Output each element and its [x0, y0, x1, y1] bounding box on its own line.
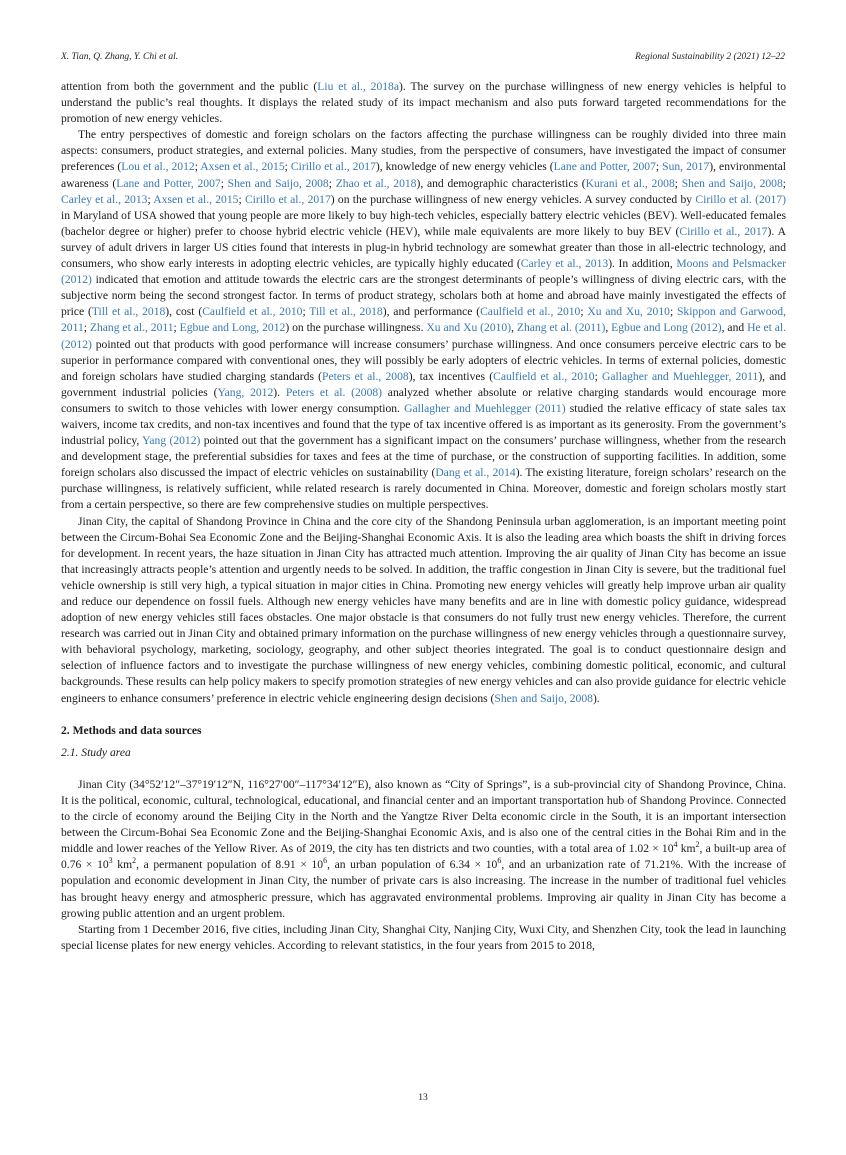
citation-link[interactable]: Yang (2012) [142, 434, 201, 448]
text-run: ; [594, 369, 603, 383]
paragraph [61, 777, 786, 922]
citation-link[interactable]: Shen and Saijo, 2008 [494, 691, 593, 705]
text-run: ) on the purchase willingness. [285, 321, 427, 335]
citation-link[interactable]: Caulfield et al., 2010 [493, 369, 595, 383]
citation-link[interactable]: Axsen et al., 2015 [153, 192, 239, 206]
citation-link[interactable]: Peters et al., 2008 [322, 369, 409, 383]
citation-link[interactable]: Yang, 2012 [217, 385, 274, 399]
citation-link[interactable]: Zhang et al., 2011 [89, 321, 174, 335]
citation-link[interactable]: Egbue and Long (2012) [611, 321, 722, 335]
citation-link[interactable]: Egbue and Long, 2012 [179, 321, 286, 335]
text-run: ; [669, 305, 677, 319]
text-run: ; [655, 160, 663, 174]
running-header [61, 52, 785, 66]
citation-link[interactable]: Shen and Saijo, 2008 [681, 176, 783, 190]
text-run: ; [782, 176, 787, 190]
citation-link[interactable]: Caulfield et al., 2010 [480, 305, 581, 319]
citation-link[interactable]: Skippon and Garwood, 2011 [61, 305, 786, 335]
citation-link[interactable]: Dang et al., 2014 [435, 466, 516, 480]
text-run: analyzed whether absolute or relative charging standards would encourage more consumers to switch to those vehicles with lower energy consumption. [61, 385, 786, 415]
text-run: ; [284, 160, 291, 174]
citation-link[interactable]: Carley et al., 2013 [520, 257, 609, 271]
text-run: ), and performance ( [382, 305, 481, 319]
page-number: 13 [418, 1093, 428, 1103]
text-run: ; [147, 192, 154, 206]
header-journal: Regional Sustainability 2 (2021) 12–22 [635, 52, 785, 62]
text-run: ; [194, 160, 201, 174]
superscript: 2 [695, 840, 700, 850]
section-heading: 2. Methods and data sources [61, 723, 202, 737]
subsection-heading: 2.1. Study area [61, 745, 131, 759]
text-run: ), environmental awareness ( [61, 160, 787, 190]
paragraph [61, 922, 786, 954]
citation-link[interactable]: Zhang et al. (2011) [516, 321, 606, 335]
superscript: 3 [108, 856, 113, 866]
citation-link[interactable]: Liu et al., 2018a [317, 80, 399, 93]
text-run: , and [721, 321, 748, 335]
text-run: , and an urbanization rate of 71.21%. With the increase of population and economic development in Jinan City, the number of private cars is also increasing. The increase in the number of traditional fuel vehicles has brought heavy energy and atmospheric pressure, which has aggravated environmental problems. Improving air quality in Jinan City has become a growing public attention and an urgent problem. [61, 858, 786, 920]
text-run: , a permanent population of 8.91 × 10 [136, 858, 324, 872]
text-run: Jinan City, the capital of Shandong Province in China and the core city of the Shandong Peninsula urban agglomeration, is an important meeting point between the Circum-Bohai Sea Economic Zone and the Beijing-Shanghai Economic Axis. It is also the leading area which boasts the shift in driving forces for development. In recent years, the haze situation in Jinan City has attracted much attention. Improving the air quality of Jinan City has become an issue that increasingly attracts people’s attention and urgently needs to be solved. In addition, the traffic congestion in Jinan City is severe, but the traditional fuel vehicle ownership is still very high, a typical situation in major cities in China. Promoting new energy vehicles will greatly help improve urban air quality and reduce our dependence on fossil fuels. Although new energy vehicles have many benefits and are in line with domestic policy guidance, widespread adoption of new energy vehicles still faces obstacles. One major obstacle is that consumers do not fully trust new energy vehicles. Therefore, the current research was carried out in Jinan City and obtained primary information on the purchase willingness of new energy vehicles through a questionnaire survey, with behavioral psychology, marketing, sociology, geography, and other subject theories integrated. The goal is to conduct questionnaire design and selection of influence factors and to investigate the purchase willingness of new energy vehicles, combining domestic political, economic, and cultural backgrounds. These results can help policy makers to specify promotion strategies of new energy vehicles and can also provide guidance for electric vehicle engineers to enhance consumers’ preference in electric vehicle engineering design decisions ( [61, 514, 786, 705]
header-authors: X. Tian, Q. Zhang, Y. Chi et al. [61, 52, 179, 62]
citation-link[interactable]: Xu and Xu, 2010 [587, 305, 670, 319]
text-run: ). [592, 691, 600, 705]
citation-link[interactable]: Cirillo et al. (2017) [695, 192, 786, 206]
text-run: , [511, 321, 517, 335]
text-run: ; [173, 321, 180, 335]
text-run: studied the relative efficacy of state sales tax waivers, income tax credits, and non-tax incentives and found that the type of tax incentive offered is as important as its generosity. From the government’s industrial policy, [61, 401, 786, 448]
text-run: ; [674, 176, 682, 190]
text-run: ), and government industrial policies ( [61, 369, 787, 399]
text-run: , [605, 321, 612, 335]
text-run: in Maryland of USA showed that young people are more likely to buy high-tech vehicles, especially battery electric vehicles (BEV). Well-educated females (bachelor degree or higher) prefer to choose hybrid electric vehicle (HEV), while male equivalents are more likely to buy BEV ( [61, 208, 786, 238]
text-run: Starting from 1 December 2016, five cities, including Jinan City, Shanghai City, Nanjing City, Wuxi City, and Shenzhen City, took the lead in launching special license plates for new energy vehicles. According to relevant statistics, in the four years from 2015 to 2018, [61, 922, 786, 952]
citation-link[interactable]: Carley et al., 2013 [61, 192, 148, 206]
text-run: ). The survey on the purchase willingness of new energy vehicles is helpful to understand the public’s real thoughts. It displays the related study of its impact mechanism and also puts forward targeted recommendations for the promotion of new energy vehicles. [61, 80, 786, 126]
citation-link[interactable]: Cirillo et al., 2017 [679, 224, 768, 238]
citation-link[interactable]: Shen and Saijo, 2008 [227, 176, 329, 190]
text-run: ; [328, 176, 336, 190]
text-run: pointed out that products with good performance will increase consumers’ purchase willingness. And once consumers perceive electric cars to be superior in performance compared with conventional ones, they will possibly be early adopters of electric vehicles. In terms of external policies, domestic and foreign scholars have studied charging standards ( [61, 337, 786, 383]
citation-link[interactable]: Peters et al. (2008) [285, 385, 383, 399]
text-run: ), tax incentives ( [408, 369, 494, 383]
citation-link[interactable]: Zhao et al., 2018 [335, 176, 417, 190]
paragraph [61, 127, 786, 513]
citation-link[interactable]: Sun, 2017 [662, 160, 710, 174]
text-run: ). The existing literature, foreign scholars’ research on the purchase willingness, is relatively sufficient, while related research is rarely documented in China. Moreover, domestic and foreign scholars mostly start from a certain perspective, so there are few comprehensive studies on multiple perspectives. [61, 466, 786, 512]
text-run: attention from both the government and the public ( [61, 80, 318, 93]
superscript: 4 [673, 840, 678, 850]
text-run: ). In addition, [608, 257, 677, 271]
paragraph [61, 514, 786, 707]
superscript: 6 [497, 856, 502, 866]
text-run: ). A survey of adult drivers in larger US cities found that interests in plug-in hybrid technology are somewhat greater than those in all-electric technology, and consumers, who show early interests in adopting electric vehicles, are typically highly educated ( [61, 224, 786, 271]
citation-link[interactable]: Xu and Xu (2010) [426, 321, 512, 335]
citation-link[interactable]: Cirillo et al., 2017 [290, 160, 376, 174]
text-run: pointed out that the government has a significant impact on the consumers’ purchase willingness, whether from the research and development stage, the preferential subsidies for taxes and fees at the time of purchase, or the construction of supporting facilities. In addition, some foreign scholars also discussed the impact of electric vehicles on sustainability ( [61, 434, 786, 480]
text-run: ; [580, 305, 588, 319]
citation-link[interactable]: Lou et al., 2012 [121, 160, 195, 174]
text-run: The entry perspectives of domestic and foreign scholars on the factors affecting the purchase willingness can be roughly divided into three main aspects: consumers, product strategies, and external policies. Many studies, from the perspective of consumers, have investigated the impact of consumer preferences ( [61, 128, 786, 174]
citation-link[interactable]: Till et al., 2018 [91, 305, 166, 319]
citation-link[interactable]: Gallagher and Muehlegger, 2011 [602, 369, 759, 383]
text-run: ; [302, 305, 310, 319]
text-run: indicated that emotion and attitude towards the electric cars are the strongest determinants of people’s willingness of diving electric cars, with the subjective norm being the second strongest factor. In terms of product strategy, scholars both at home and abroad have mainly investigated the effects of price ( [61, 273, 786, 319]
text-run: ). [273, 385, 286, 399]
text-run: km [677, 842, 696, 856]
text-run: ; [83, 321, 90, 335]
text-run: ), cost ( [165, 305, 203, 319]
text-run: ), and demographic characteristics ( [416, 176, 586, 190]
text-run: Jinan City (34°52′12″–37°19′12″N, 116°27′00″–117°34′12″E), also known as “City of Springs”, is a sub-provincial city of Shandong Province, China. It is the political, economic, cultural, technological, educational, and financial center and an important transportation hub of Shandong Province. Connected to the circle of economy around the Beijing City in the North and the Yangtze River Delta economic circle in the South, it is an important intersection between the Circum-Bohai Sea Economic Zone and the Beijing-Shanghai Economic Axis, and is also one of the central cities in the Bohai Rim and in the middle and lower reaches of the Yellow River. As of 2019, the city has ten districts and two counties, with a total area of 1.02 × 10 [61, 777, 786, 856]
text-run: ; [238, 192, 245, 206]
citation-link[interactable]: Kurani et al., 2008 [585, 176, 675, 190]
citation-link[interactable]: Lane and Potter, 2007 [553, 160, 656, 174]
superscript: 6 [323, 856, 328, 866]
citation-link[interactable]: Caulfield et al., 2010 [202, 305, 303, 319]
text-run: ; [220, 176, 228, 190]
text-run: ), knowledge of new energy vehicles ( [375, 160, 554, 174]
citation-link[interactable]: Moons and Pelsmacker (2012) [61, 257, 786, 287]
citation-link[interactable]: Axsen et al., 2015 [200, 160, 285, 174]
text-run: ) on the purchase willingness of new energy vehicles. A survey conducted by [330, 192, 696, 206]
text-run: km [112, 858, 133, 872]
citation-link[interactable]: Cirillo et al., 2017 [244, 192, 331, 206]
text-run: , an urban population of 6.34 × 10 [327, 858, 498, 872]
superscript: 2 [132, 856, 137, 866]
citation-link[interactable]: Lane and Potter, 2007 [116, 176, 221, 190]
article-body [61, 79, 786, 954]
text-run: , a built-up area of 0.76 × 10 [61, 842, 786, 872]
citation-link[interactable]: Till et al., 2018 [309, 305, 383, 319]
citation-link[interactable]: Gallagher and Muehlegger (2011) [404, 401, 566, 415]
paragraph [61, 79, 786, 127]
citation-link[interactable]: He et al. (2012) [61, 321, 787, 351]
